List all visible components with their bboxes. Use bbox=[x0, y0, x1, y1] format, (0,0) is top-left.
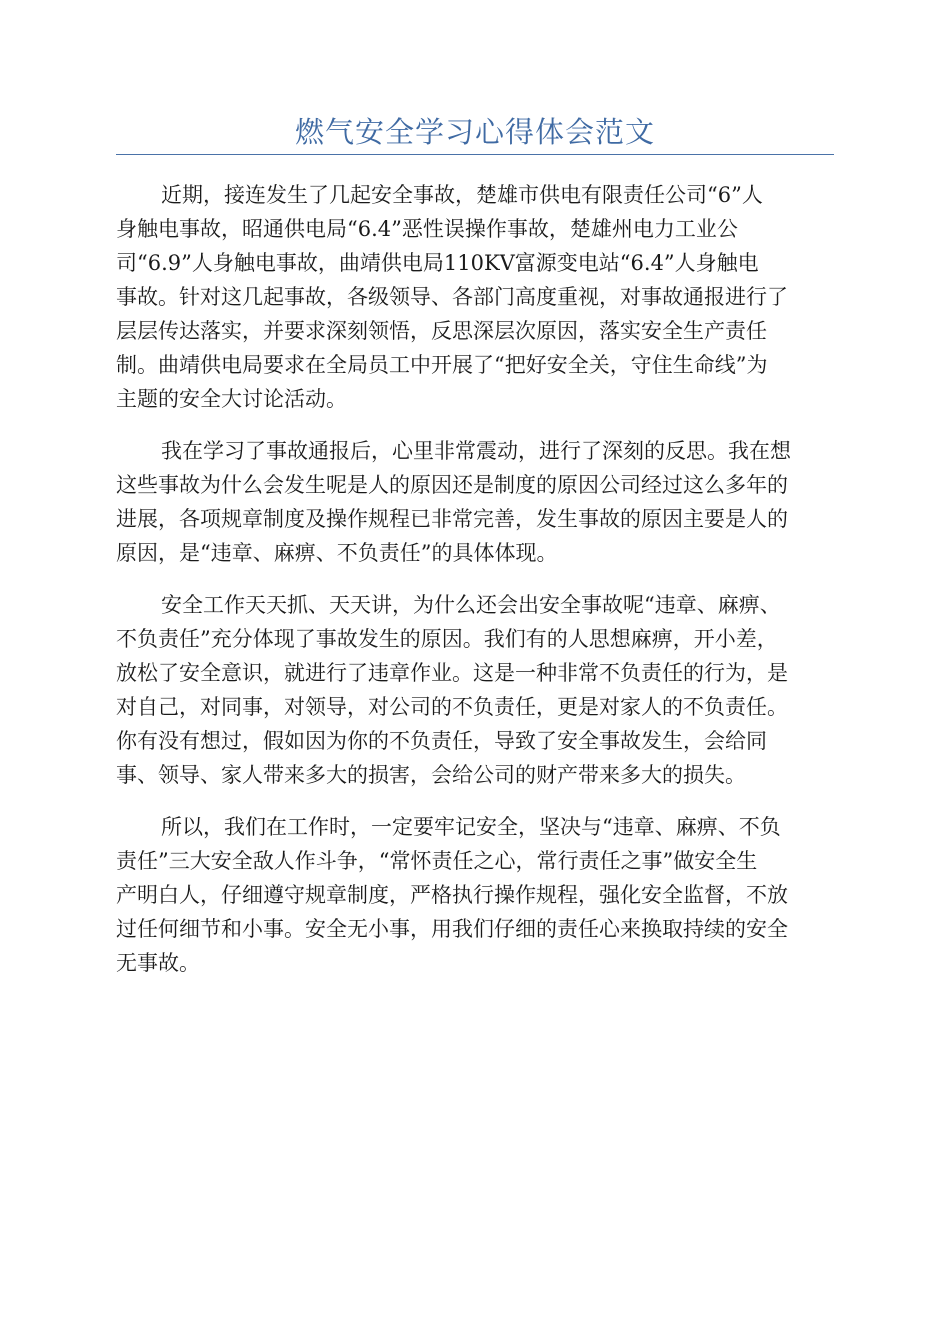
paragraph-line: 过任何细节和小事。安全无小事，用我们仔细的责任心来换取持续的安全 bbox=[116, 917, 788, 941]
paragraph-line: 无事故。 bbox=[116, 951, 200, 975]
paragraph-4 bbox=[116, 810, 834, 980]
paragraph-line: 不负责任”充分体现了事故发生的原因。我们有的人思想麻痹，开小差， bbox=[116, 627, 778, 651]
paragraph-line: 放松了安全意识，就进行了违章作业。这是一种非常不负责任的行为，是 bbox=[116, 661, 788, 685]
paragraph-1 bbox=[116, 178, 834, 416]
paragraph-line: 制。曲靖供电局要求在全局员工中开展了“把好安全关，守住生命线”为 bbox=[116, 353, 768, 377]
document-body bbox=[116, 178, 834, 998]
paragraph-line: 进展，各项规章制度及操作规程已非常完善，发生事故的原因主要是人的 bbox=[116, 507, 788, 531]
paragraph-line: 主题的安全大讨论活动。 bbox=[116, 387, 347, 411]
paragraph-line: 事、领导、家人带来多大的损害，会给公司的财产带来多大的损失。 bbox=[116, 763, 746, 787]
paragraph-line: 层层传达落实，并要求深刻领悟，反思深层次原因，落实安全生产责任 bbox=[116, 319, 767, 343]
paragraph-line: 对自己，对同事，对领导，对公司的不负责任，更是对家人的不负责任。 bbox=[116, 695, 788, 719]
paragraph-line: 事故。针对这几起事故，各级领导、各部门高度重视，对事故通报进行了 bbox=[116, 285, 788, 309]
paragraph-line: 所以，我们在工作时，一定要牢记安全，坚决与“违章、麻痹、不负 bbox=[161, 815, 781, 839]
paragraph-line: 近期，接连发生了几起安全事故，楚雄市供电有限责任公司“6”人 bbox=[161, 183, 763, 207]
paragraph-2 bbox=[116, 434, 834, 570]
paragraph-line: 司“6.9”人身触电事故，曲靖供电局110KV富源变电站“6.4”人身触电 bbox=[116, 251, 759, 275]
paragraph-line: 责任”三大安全敌人作斗争，“常怀责任之心，常行责任之事”做安全生 bbox=[116, 849, 758, 873]
paragraph-line: 你有没有想过，假如因为你的不负责任，导致了安全事故发生，会给同 bbox=[116, 729, 767, 753]
paragraph-line: 我在学习了事故通报后，心里非常震动，进行了深刻的反思。我在想 bbox=[161, 439, 791, 463]
paragraph-line: 身触电事故，昭通供电局“6.4”恶性误操作事故，楚雄州电力工业公 bbox=[116, 217, 738, 241]
document-title: 燃气安全学习心得体会范文 bbox=[294, 115, 655, 149]
title-underline bbox=[116, 154, 834, 155]
paragraph-line: 原因，是“违章、麻痹、不负责任”的具体体现。 bbox=[116, 541, 558, 565]
paragraph-line: 这些事故为什么会发生呢是人的原因还是制度的原因公司经过这么多年的 bbox=[116, 473, 788, 497]
paragraph-3 bbox=[116, 588, 834, 792]
paragraph-line: 安全工作天天抓、天天讲，为什么还会出安全事故呢“违章、麻痹、 bbox=[161, 593, 781, 617]
paragraph-line: 产明白人，仔细遵守规章制度，严格执行操作规程，强化安全监督，不放 bbox=[116, 883, 788, 907]
